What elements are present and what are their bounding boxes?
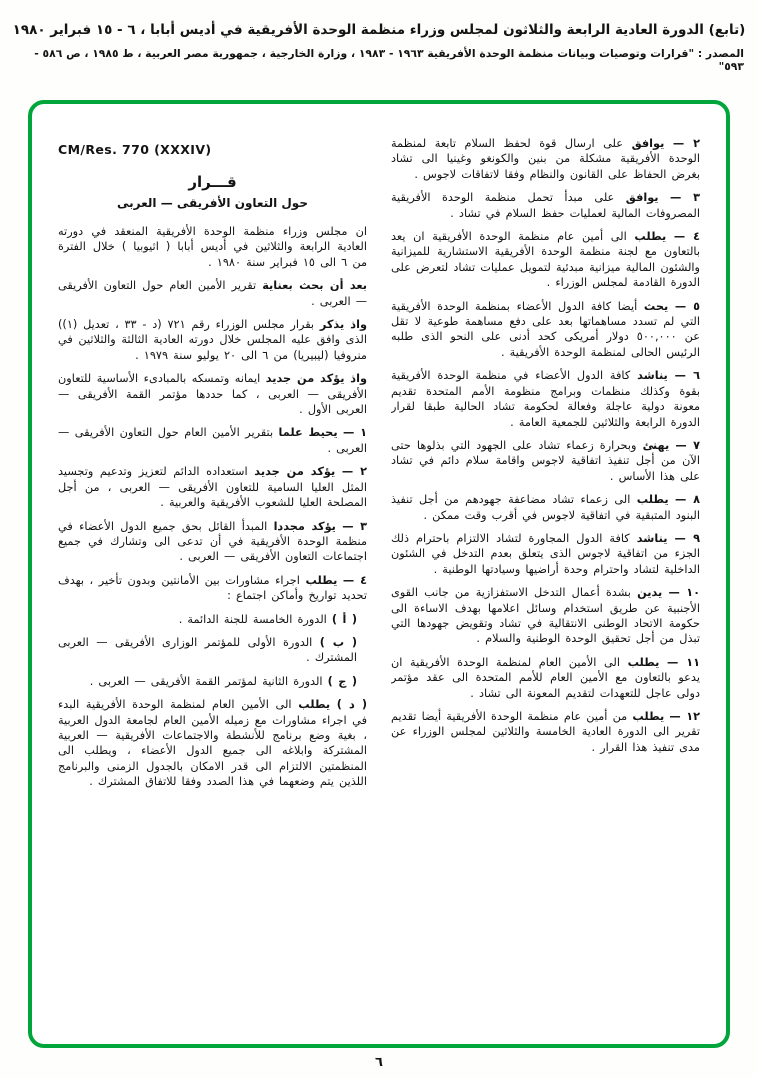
paragraph-number: ٤ — [342, 573, 367, 587]
resolution-body [58, 224, 367, 790]
paragraph-lead: يطلب [627, 655, 660, 669]
paragraph-number: ٢ — [341, 465, 367, 479]
paragraph [58, 674, 367, 689]
paragraph-text: الدورة الخامسة للجنة الدائمة . [178, 612, 327, 626]
paragraph-text: على ارسال قوة لحفظ السلام تابعة لمنظمة الوحدة الأفريقية مشكلة من بنين والكونغو وغينيا الى تشاد بغرض الحفاظ على القانون والنظام وفقا لاتفاقات لاجوس . [391, 137, 700, 181]
paragraph [391, 190, 700, 221]
paragraph-lead: يناشد [636, 531, 668, 545]
paragraph-lead: يوافق [625, 191, 659, 205]
paragraph-number: ( ج ) [327, 674, 357, 688]
paragraph [58, 635, 367, 666]
paragraph-lead: واذ يؤكد من جديد [265, 372, 367, 386]
paragraph [58, 697, 367, 789]
paragraph-lead: يطلب [305, 573, 338, 587]
paragraph-number: ٢ — [672, 137, 700, 150]
paragraph-lead: يؤكد من جديد [254, 465, 336, 479]
paragraph-lead: يدين [637, 586, 663, 600]
paragraph [58, 224, 367, 270]
paragraph-text: اجراء مشاورات بين الأمانتين وبدون تأخير ، بهدف تحديد تواريخ وأماكن اجتماع : [58, 573, 367, 603]
paragraph-lead: يطلب [298, 698, 331, 712]
paragraph-number: ٣ — [670, 191, 700, 205]
paragraph-text: بشدة أعمال التدخل الاستفزازية من جانب القوى الأجنبية عن طريق استخدام وسائل اعلامها بهدف الاساءة الى حكومة الاتحاد الوطنى الانتقالية في تشاد وتقويض جهودها التي تبذل من أجل تحقيق الوحدة الوطنية والسلام . [391, 586, 700, 646]
column-left [58, 136, 367, 1018]
paragraph [391, 368, 700, 430]
paragraph [58, 278, 367, 309]
paragraph [391, 229, 700, 291]
paragraph-text: الى الأمين العام لمنظمة الوحدة الأفريقية البدء في اجراء مشاورات مع زميله الأمين العام لجامعة الدول العربية ، بغية وضع برنامج للأنشطة والاجتماعات الأفريقية — العربية المشتركة وابلاغه الى جميع الدول الأعضاء ، ويطلب الى المنظمتين الالتزام الى قدر الامكان بالجدول الزمنى والبرنامج اللذين يتم وضعهما في هذا الصدد وفقا للاتفاق المشترك . [58, 698, 367, 789]
paragraph-text: الى أمين عام منظمة الوحدة الأفريقية ان يعد بالتعاون مع لجنة منظمة الوحدة الأفريقية الاستشارية للميزانية والشئون المالية ميزانية مبدئية لتمويل عمليات تشاد لتعرض على الدورة القادمة لمجلس الوزراء . [391, 230, 700, 290]
paragraph [391, 531, 700, 577]
resolution-title: قـــرار [188, 173, 237, 191]
paragraph-number: ( ب ) [319, 635, 358, 649]
paragraph [58, 612, 367, 627]
paragraph-number: ٩ — [674, 531, 700, 545]
paragraph-lead: يطلب [636, 493, 669, 507]
paragraph-text: الى الأمين العام لمنظمة الوحدة الأفريقية ان يدعو بالتعاون مع الأمين العام للأمم المتحدة الى عقد مؤتمر دولى عاجل للتعهدات لتقديم المعونة الى تشاد . [391, 655, 700, 700]
paragraph-text: الى زعماء تشاد مضاعفة جهودهم من أجل تنفيذ البنود المتبقية في اتفاقية لاجوس في أقرب وقت ممكن . [391, 493, 700, 522]
paragraph-text: المبدأ القائل بحق جميع الدول الأعضاء في منظمة الوحدة الأفريقية في أن تدعى الى وتشارك في جميع اجتماعات التعاون الأفريقى — العربى . [58, 519, 367, 564]
paragraph-text: بقرار مجلس الوزراء رقم ٧٢١ (د - ٣٣ ، تعديل (١)) الذى وافق عليه المجلس خلال دورته العادية الثالثة والثلاثين في منروفيا (ليبيريا) من ٦ الى ٢٠ يوليو سنة ١٩٧٩ . [58, 318, 367, 362]
paragraph-number: ٤ — [673, 230, 700, 244]
paragraph-lead: يهنئ [642, 438, 670, 452]
paragraph-text: وبحرارة زعماء تشاد على الجهود التي بذلوها حتى الآن من أجل تنفيذ اتفاقية لاجوس واقامة سلام دائم في تشاد على هذا الأساس . [391, 438, 700, 483]
paragraph [391, 136, 700, 182]
paragraph-text: ان مجلس وزراء منظمة الوحدة الأفريقية المنعقد في دورته العادية الرابعة والثلاثين في أديس أبابا ( اثيوبيا ) خلال الفترة من ٦ الى ١٥ فبراير سنة ١٩٨٠ . [58, 225, 367, 269]
paragraph-text: على مبدأ تحمل منظمة الوحدة الأفريقية المصروفات المالية لعمليات حفظ السلام في تشاد . [391, 191, 700, 220]
paragraph-lead: واذ يذكر [319, 318, 367, 332]
document-columns [58, 136, 700, 1018]
paragraph [391, 492, 700, 523]
paragraph [58, 519, 367, 565]
paragraph-text: أيضا كافة الدول الأعضاء بمنظمة الوحدة الأفريقية التي لم تسدد مساهماتها بعد على دفع مساهمة طوعية لا تقل عن ٥٠٠,٠٠٠ دولار أمريكى كحد أدنى على النحو الذى طلبه الرئيس الحالى لمنظمة الوحدة الأفريقية . [391, 299, 700, 359]
header-line-2: المصدر : "قرارات وتوصيات وبيانات منظمة الوحدة الأفريقية ١٩٦٣ - ١٩٨٣ ، وزارة الخارجية ، جمهورية مصر العربية ، ط ١٩٨٥ ، ص ٥٨٦ - ٥٩٣" [34, 47, 744, 73]
paragraph-number: ٦ — [674, 369, 700, 383]
paragraph [391, 438, 700, 484]
paragraph-number: ( د ) [336, 698, 367, 712]
paragraph-lead: يحيط علما [278, 426, 338, 440]
header-line-1: (تابع) الدورة العادية الرابعة والثلاثون لمجلس وزراء منظمة الوحدة الأفريقية في أديس أبابا ، ٦ - ١٥ فبراير ١٩٨٠ [12, 22, 746, 38]
resolution-subtitle: حول التعاون الأفريقى — العربى [117, 196, 308, 210]
page-header [10, 22, 748, 73]
paragraph-number: ١٠ — [668, 586, 700, 600]
paragraph-number: ( أ ) [331, 612, 357, 626]
paragraph-number: ٣ — [342, 519, 367, 533]
paragraph-lead: يحث [643, 299, 669, 313]
paragraph-text: كافة الدول الأعضاء في منظمة الوحدة الأفريقية بقوة وكذلك منظمات وبرامج منظومة الأمم المتحدة تقديم معونة دولية عاجلة وفعالة لحكومة تشاد الحالية طبقا لقرار الدورة الرابعة والثلاثين للجمعية العامة . [391, 369, 700, 429]
paragraph-number: ٧ — [675, 438, 700, 452]
paragraph [58, 371, 367, 417]
paragraph-lead: يوافق [631, 137, 665, 150]
paragraph-text: استعداده الدائم لتعزيز وتدعيم وتجسيد المثل العليا السامية للتعاون الأفريقى — العربى ، من أجل المصلحة العليا للشعوب الأفريقية والعربية . [58, 465, 367, 510]
paragraph [391, 299, 700, 361]
paragraph-number: ١١ — [667, 655, 700, 669]
paragraph [391, 709, 700, 755]
paragraph [58, 317, 367, 363]
column-right [391, 136, 700, 1018]
paragraph-lead: يطلب [634, 230, 667, 244]
paragraph-lead: بعد أن بحث بعناية [262, 279, 367, 293]
paragraph-lead: يناشد [637, 369, 668, 383]
paragraph [58, 464, 367, 510]
resolution-ref: CM/Res. 770 (XXXIV) [58, 142, 212, 157]
paragraph [58, 425, 367, 456]
paragraph-lead: يؤكد مجددا [273, 519, 336, 533]
paragraph [58, 573, 367, 604]
paragraph-text: الدورة الأولى للمؤتمر الوزارى الأفريقى — العربى المشترك . [58, 635, 357, 665]
paragraph-number: ١ — [343, 426, 367, 440]
paragraph-number: ٥ — [674, 299, 700, 313]
paragraph-text: من أمين عام منظمة الوحدة الأفريقية أيضا تقديم تقرير الى الدورة العادية الخامسة والثلاثين لمجلس الوزراء عن مدى تنفيذ هذا القرار . [391, 710, 700, 754]
paragraph-number: ٨ — [675, 493, 700, 507]
paragraph-text: تقرير الأمين العام حول التعاون الأفريقى — العربى . [58, 279, 367, 308]
paragraph-text: ايمانه وتمسكه بالمبادىء الأساسية للتعاون الأفريقى — العربى ، كما حددها مؤتمر القمة الأفريقى — العربى الأول . [58, 372, 367, 417]
paragraph-text: الدورة الثانية لمؤتمر القمة الأفريقى — العربى . [89, 674, 323, 688]
paragraph-text: بتقرير الأمين العام حول التعاون الأفريقى — العربى . [58, 426, 367, 455]
paragraph-number: ١٢ — [669, 710, 700, 723]
paragraph-lead: يطلب [632, 710, 665, 723]
paragraph [391, 585, 700, 647]
paragraph-text: كافة الدول المجاورة لتشاد الالتزام باحترام ذلك الجزء من اتفاقية لاجوس الذى يتعلق بعدم التدخل في الشئون الداخلية لتشاد واحترام وحدة أراضيها وسيادتها الوطنية . [391, 531, 700, 576]
page-number: ٦ [375, 1055, 383, 1070]
paragraph [391, 655, 700, 701]
